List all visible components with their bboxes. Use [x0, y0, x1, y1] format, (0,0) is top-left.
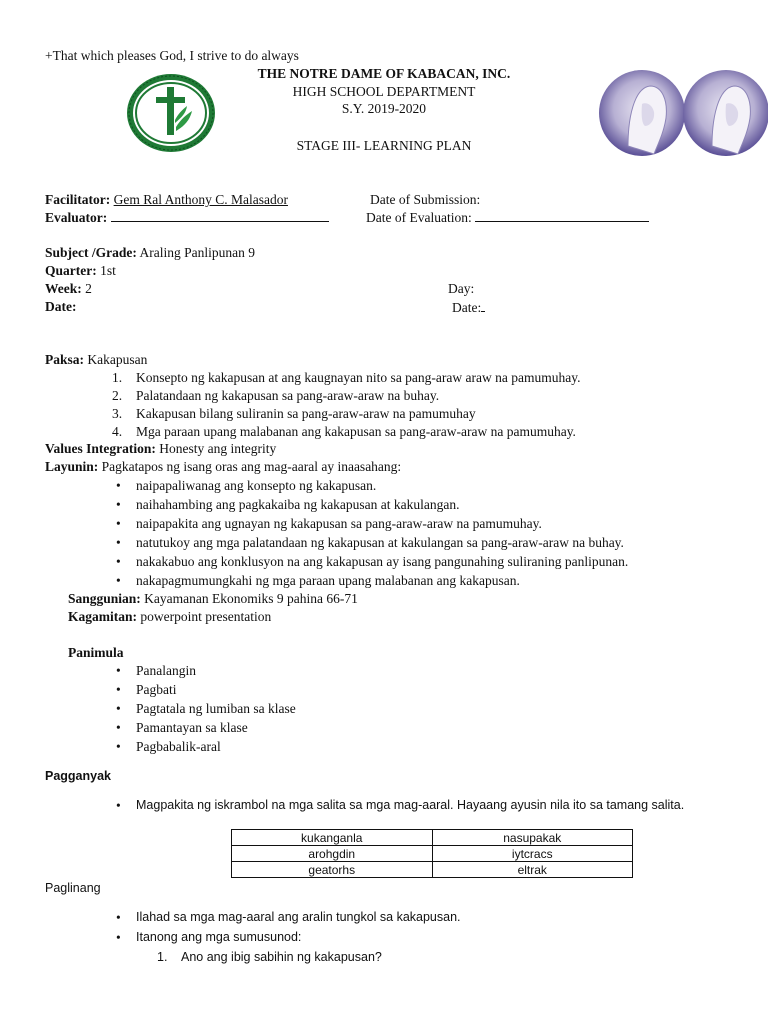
paksa-label: Paksa: — [45, 352, 85, 367]
department: HIGH SCHOOL DEPARTMENT — [292, 84, 476, 99]
list-item: 1. — [157, 950, 168, 964]
evaluation-blank — [475, 209, 649, 222]
bullet-icon: • — [116, 798, 121, 813]
subject-label: Subject /Grade: — [45, 245, 137, 260]
motto: +That which pleases God, I strive to do always — [45, 48, 299, 63]
pagganyak-label: Pagganyak — [45, 769, 112, 783]
bullet-icon: • — [116, 739, 121, 754]
week-value: 2 — [85, 281, 92, 296]
bullet-icon: • — [116, 663, 121, 678]
evaluator-blank — [111, 209, 329, 222]
quarter-value: 1st — [100, 263, 116, 278]
list-item: Ano ang ibig sabihin ng kakapusan? — [181, 950, 382, 964]
bullet-icon: • — [116, 554, 121, 569]
list-item: naipapaliwanag ang konsepto ng kakapusan. — [136, 478, 377, 493]
table-cell: arohgdin — [232, 846, 433, 862]
table-row — [232, 846, 633, 862]
list-item: Itanong ang mga sumusunod: — [136, 930, 302, 944]
values-value: Honesty ang integrity — [159, 441, 277, 456]
date2-blank — [481, 299, 485, 312]
pagganyak-instruction: Magpakita ng iskrambol na mga salita sa mga mag-aaral. Hayaang ayusin nila ito sa tamang salita. — [136, 798, 685, 812]
table-row — [232, 830, 633, 846]
list-item: Konsepto ng kakapusan at ang kaugnayan nito sa pang-araw araw na pamumuhay. — [136, 370, 581, 385]
kagamitan-label: Kagamitan: — [68, 609, 137, 624]
list-item: Pamantayan sa klase — [136, 720, 248, 735]
evaluation-label: Date of Evaluation: — [366, 210, 472, 225]
values-label: Values Integration: — [45, 441, 156, 456]
bullet-icon: • — [116, 516, 121, 531]
school-name: THE NOTRE DAME OF KABACAN, INC. — [257, 66, 511, 81]
layunin-value: Pagkatapos ng isang oras ang mag-aaral ay inaasahang: — [101, 459, 402, 474]
list-item: Pagbabalik-aral — [136, 739, 221, 754]
bullet-icon: • — [116, 478, 121, 493]
bullet-icon: • — [116, 930, 121, 945]
list-item: Panalangin — [136, 663, 196, 678]
table-cell: geatorhs — [232, 862, 433, 878]
list-item: 1. — [112, 370, 123, 385]
subject-value: Araling Panlipunan 9 — [139, 245, 255, 260]
bullet-icon: • — [116, 701, 121, 716]
table-row — [232, 862, 633, 878]
date-label: Date: — [45, 299, 77, 314]
date2-label: Date: — [452, 300, 482, 315]
facilitator-value: Gem Ral Anthony C. Malasador — [113, 192, 288, 207]
sanggunian-value: Kayamanan Ekonomiks 9 pahina 66-71 — [144, 591, 358, 606]
table-cell: kukanganla — [232, 830, 433, 846]
bullet-icon: • — [116, 497, 121, 512]
list-item: nakakabuo ang konklusyon na ang kakapusan ay isang pangunahing suliraning panlipunan. — [136, 554, 629, 569]
list-item: Kakapusan bilang suliranin sa pang-araw-araw na pamumuhay — [136, 406, 476, 421]
table-cell: eltrak — [432, 862, 633, 878]
table-cell: nasupakak — [432, 830, 633, 846]
list-item: Palatandaan ng kakapusan sa pang-araw-araw na buhay. — [136, 388, 440, 403]
virgin-mary-medallion-icon — [598, 68, 768, 158]
week-label: Week: — [45, 281, 82, 296]
bullet-icon: • — [116, 720, 121, 735]
list-item: Ilahad sa mga mag-aaral ang aralin tungkol sa kakapusan. — [136, 910, 461, 924]
list-item: 4. — [112, 424, 123, 439]
kagamitan-value: powerpoint presentation — [140, 609, 272, 624]
paglinang-label: Paglinang — [45, 881, 101, 895]
sanggunian-label: Sanggunian: — [68, 591, 141, 606]
list-item: nakapagmumungkahi ng mga paraan upang malabanan ang kakapusan. — [136, 573, 520, 588]
school-seal-logo — [126, 73, 216, 153]
list-item: 3. — [112, 406, 123, 421]
panimula-label: Panimula — [68, 645, 124, 660]
facilitator-label: Facilitator: — [45, 192, 111, 207]
list-item: natutukoy ang mga palatandaan ng kakapusan at kakulangan sa pang-araw-araw na buhay. — [136, 535, 624, 550]
bullet-icon: • — [116, 910, 121, 925]
paksa-value: Kakapusan — [87, 352, 148, 367]
list-item: Mga paraan upang malabanan ang kakapusan sa pang-araw-araw na pamumuhay. — [136, 424, 576, 439]
list-item: 2. — [112, 388, 123, 403]
list-item: Pagtatala ng lumiban sa klase — [136, 701, 296, 716]
school-year: S.Y. 2019-2020 — [341, 101, 427, 116]
list-item: Pagbati — [136, 682, 177, 697]
layunin-label: Layunin: — [45, 459, 99, 474]
bullet-icon: • — [116, 682, 121, 697]
bullet-icon: • — [116, 573, 121, 588]
day-label: Day: — [448, 281, 475, 296]
plan-title: STAGE III- LEARNING PLAN — [296, 138, 472, 153]
list-item: naihahambing ang pagkakaiba ng kakapusan at kakulangan. — [136, 497, 460, 512]
table-cell: iytcracs — [432, 846, 633, 862]
submission-label: Date of Submission: — [370, 192, 481, 207]
quarter-label: Quarter: — [45, 263, 97, 278]
scramble-table — [231, 829, 633, 878]
evaluator-label: Evaluator: — [45, 210, 108, 225]
list-item: naipapakita ang ugnayan ng kakapusan sa pang-araw-araw na pamumuhay. — [136, 516, 542, 531]
bullet-icon: • — [116, 535, 121, 550]
